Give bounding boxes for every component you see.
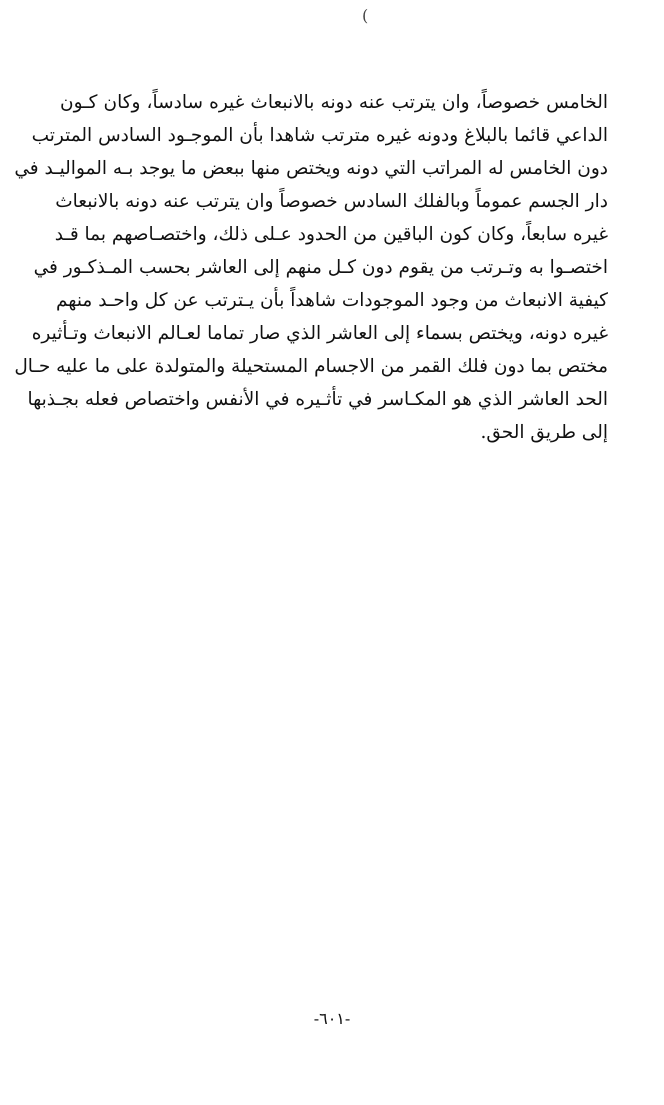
top-mark: ( [362,6,369,25]
text-line-6: اختصـوا به وتـرتب من يقوم دون كـل منهم إلى العاشر بحسب المـذكـور في [33,257,608,278]
text-line-2: الداعي قائما بالبلاغ ودونه غيره مترتب شاهدا بأن الموجـود السادس المترتب [31,125,608,146]
text-line-3: دون الخامس له المراتب التي دونه ويختص منها ببعض ما يوجد بـه المواليـد في [14,158,608,179]
page-number: -٦٠١- [313,1009,351,1028]
text-line-7: كيفية الانبعاث من وجود الموجودات شاهداً بأن يـترتب عن كل واحـد منهم [55,290,608,311]
paragraph [14,86,608,449]
text-line-10: الحد العاشر الذي هو المكـاسر في تأثـيره في الأنفس واختصاص فعله بجـذبها [27,389,608,410]
text-line-1: الخامس خصوصاً، وان يترتب عنه دونه بالانبعاث غيره سادساً، وكان كـون [60,92,608,113]
text-line-8: غيره دونه، ويختص بسماء إلى العاشر الذي صار تماما لعـالم الانبعاث وتـأثيره [31,323,608,344]
text-line-11: إلى طريق الحق. [480,422,608,443]
text-line-9: مختص بما دون فلك القمر من الاجسام المستحيلة والمتولدة على ما عليه حـال [14,356,608,377]
text-line-4: دار الجسم عموماً وبالفلك السادس خصوصاً وان يترتب عنه دونه بالانبعاث [55,191,608,212]
text-line-5: غيره سابعاً، وكان كون الباقين من الحدود عـلى ذلك، واختصـاصهم بما قـد [54,224,608,245]
